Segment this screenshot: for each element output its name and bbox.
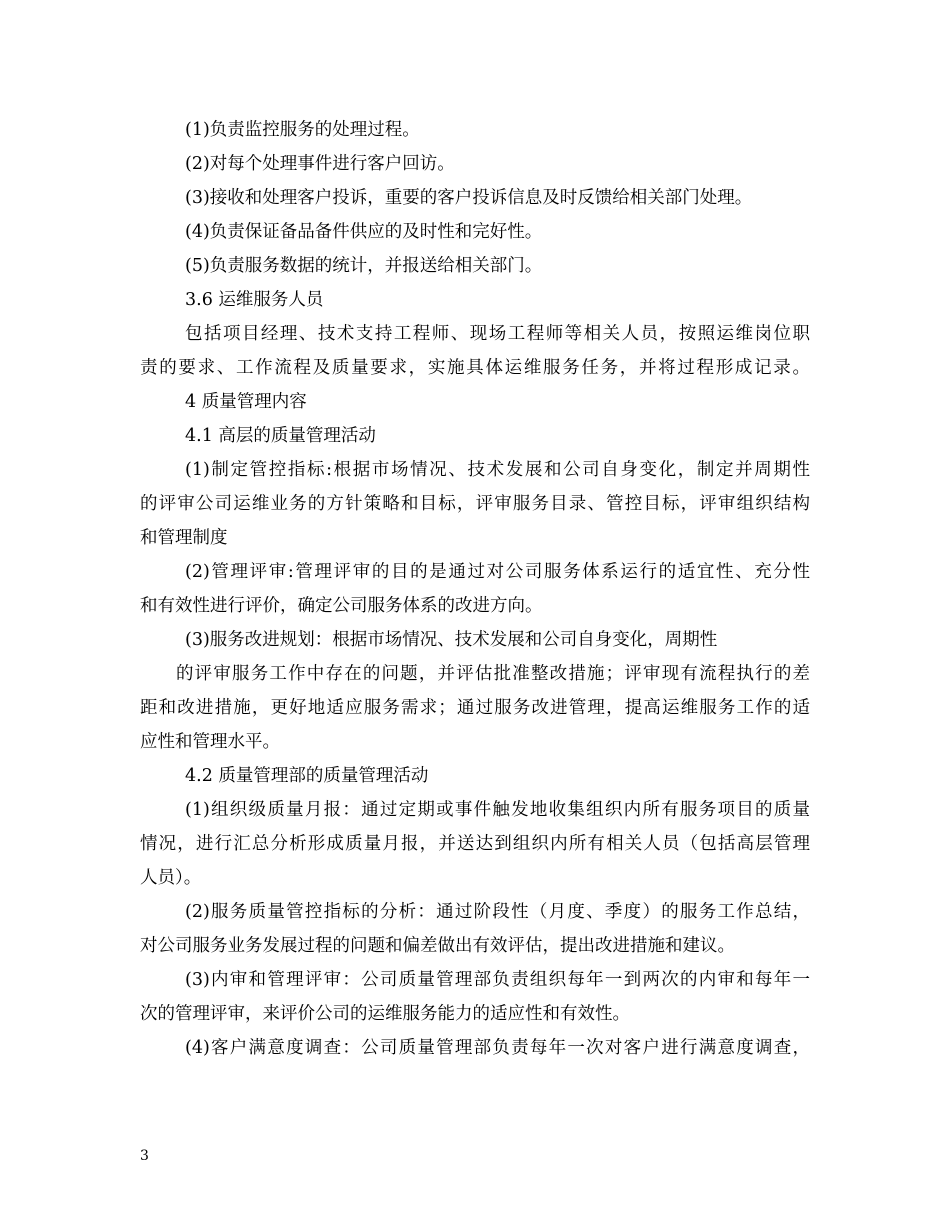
text-line-19: 应性和管理水平。	[140, 732, 280, 752]
text-line-11: (1)制定管控指标:根据市场情况、技术发展和公司自身变化，制定并周期性	[185, 460, 810, 480]
text-line-14: (2)管理评审:管理评审的目的是通过对公司服务体系运行的适宜性、充分性	[185, 562, 810, 582]
text-line-21: (1)组织级质量月报：通过定期或事件触发地收集组织内所有服务项目的质量	[185, 800, 810, 820]
text-line-12: 的评审公司运维业务的方针策略和目标，评审服务目录、管控目标，评审组织结构	[140, 494, 810, 514]
text-line-4: (4)负责保证备品备件供应的及时性和完好性。	[185, 222, 543, 242]
text-line-5: (5)负责服务数据的统计，并报送给相关部门。	[185, 256, 543, 276]
section-heading-4-1: 4.1 高层的质量管理活动	[185, 426, 376, 446]
text-line-8: 责的要求、工作流程及质量要求，实施具体运维服务任务，并将过程形成记录。	[140, 358, 810, 378]
text-line-1: (1)负责监控服务的处理过程。	[185, 120, 420, 140]
text-line-22: 情况，进行汇总分析形成质量月报，并送达到组织内所有相关人员（包括高层管理	[140, 834, 810, 854]
text-line-13: 和管理制度	[140, 528, 228, 548]
text-line-17: 的评审服务工作中存在的问题，并评估批准整改措施；评审现有流程执行的差	[176, 664, 810, 684]
section-heading-3-6: 3.6 运维服务人员	[185, 290, 324, 310]
text-line-2: (2)对每个处理事件进行客户回访。	[185, 154, 455, 174]
text-line-3: (3)接收和处理客户投诉，重要的客户投诉信息及时反馈给相关部门处理。	[185, 188, 753, 208]
text-line-16: (3)服务改进规划：根据市场情况、技术发展和公司自身变化，周期性	[185, 630, 718, 650]
text-line-25: 对公司服务业务发展过程的问题和偏差做出有效评估，提出改进措施和建议。	[140, 936, 735, 956]
text-line-18: 距和改进措施，更好地适应服务需求；通过服务改进管理，提高运维服务工作的适	[140, 698, 810, 718]
page-number: 3	[140, 1148, 149, 1164]
text-line-26: (3)内审和管理评审：公司质量管理部负责组织每年一到两次的内审和每年一	[185, 970, 810, 990]
text-line-27: 次的管理评审，来评价公司的运维服务能力的适应性和有效性。	[140, 1004, 630, 1024]
text-line-15: 和有效性进行评价，确定公司服务体系的改进方向。	[140, 596, 543, 616]
section-heading-4: 4 质量管理内容	[185, 392, 307, 412]
text-line-23: 人员）。	[140, 868, 202, 888]
section-heading-4-2: 4.2 质量管理部的质量管理活动	[185, 766, 429, 786]
text-line-28: (4)客户满意度调查：公司质量管理部负责每年一次对客户进行满意度调查，	[185, 1038, 810, 1058]
text-line-7: 包括项目经理、技术支持工程师、现场工程师等相关人员，按照运维岗位职	[185, 324, 810, 344]
text-line-24: (2)服务质量管控指标的分析：通过阶段性（月度、季度）的服务工作总结，	[185, 902, 810, 922]
